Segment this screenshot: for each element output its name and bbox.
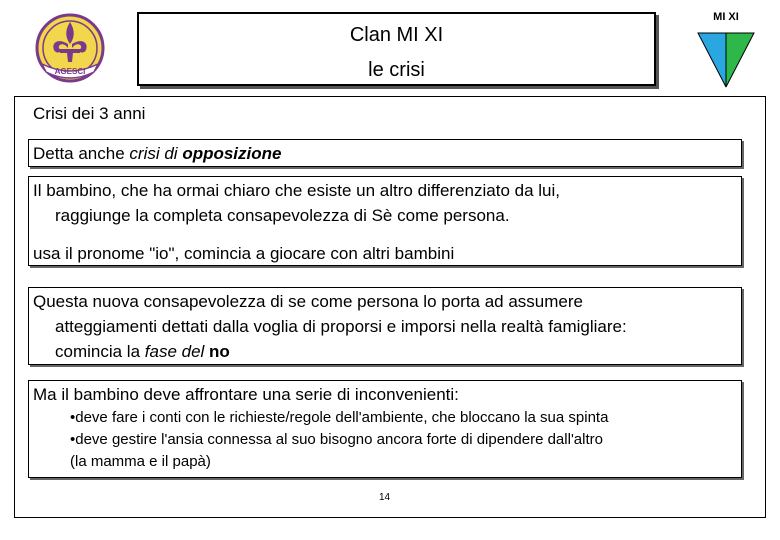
agesci-logo xyxy=(32,10,108,88)
phase-box xyxy=(28,287,742,365)
logo-text: AGESCI xyxy=(54,67,86,76)
text-line: usa il pronome "io", comincia a giocare con altri bambini xyxy=(33,244,455,263)
self-awareness-box xyxy=(28,176,742,266)
badge-label: MI XI xyxy=(713,11,739,23)
definition-keyword: opposizione xyxy=(182,144,282,163)
text-line: atteggiamenti dettati dalla voglia di proporsi e imporsi nella realtà famigliare: xyxy=(55,317,627,336)
bullet-item: •deve fare i conti con le richieste/regole dell'ambiente, che bloccano la sua spinta xyxy=(70,409,609,426)
definition-box xyxy=(28,139,742,167)
definition-prefix: Detta anche xyxy=(33,144,130,163)
issues-intro: Ma il bambino deve affrontare una serie di inconvenienti: xyxy=(33,385,459,404)
title-box xyxy=(137,12,656,86)
definition-italic: crisi di xyxy=(129,144,178,163)
text-line: Questa nuova consapevolezza di se come persona lo porta ad assumere xyxy=(33,292,583,311)
text-line xyxy=(33,339,737,364)
section-heading: Crisi dei 3 anni xyxy=(33,104,146,123)
title-line1: Clan MI XI xyxy=(349,24,444,46)
phase-italic: fase del xyxy=(144,342,205,361)
text-line: Il bambino, che ha ormai chiaro che esiste un altro differenziato da lui, xyxy=(33,181,560,200)
issues-box xyxy=(28,380,742,478)
phase-keyword: no xyxy=(209,342,230,361)
bullet-continuation: (la mamma e il papà) xyxy=(70,453,211,470)
bullet-item: •deve gestire l'ansia connessa al suo bisogno ancora forte di dipendere dall'altro xyxy=(70,431,603,448)
title-line2: le crisi xyxy=(368,59,425,81)
page-number: 14 xyxy=(379,492,391,503)
phase-prefix: comincia la xyxy=(55,342,145,361)
text-line: raggiunge la completa consapevolezza di Sè come persona. xyxy=(55,206,510,225)
